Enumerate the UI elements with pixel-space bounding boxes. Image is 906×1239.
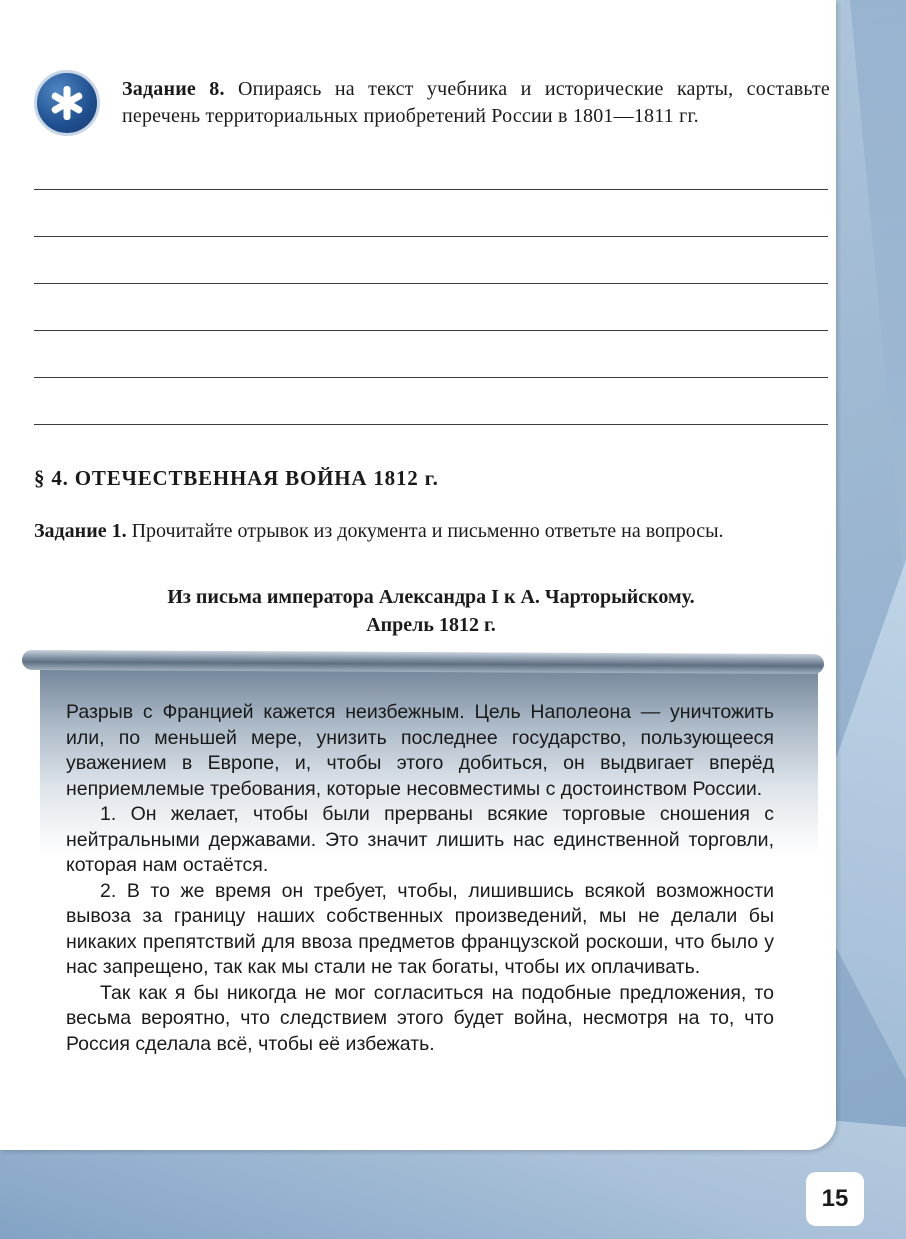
document-excerpt — [66, 700, 774, 1057]
excerpt-paragraph: 1. Он желает, чтобы были прерваны всякие торговые сношения с нейтральными державами. Это значит лишить нас единственной торговли, которая нам остаётся. — [66, 803, 774, 876]
answer-line[interactable] — [34, 236, 828, 237]
task-8-label: Задание 8. — [122, 78, 225, 100]
answer-line[interactable] — [34, 283, 828, 284]
document-title-line: Из письма императора Александра I к А. Чарторыйскому. — [167, 586, 695, 608]
document-date: Апрель 1812 г. — [366, 614, 496, 636]
task-1-body: Прочитайте отрывок из документа и письменно ответьте на вопросы. — [126, 520, 724, 542]
excerpt-paragraph: Так как я бы никогда не мог согласиться на подобные предложения, то весьма вероятно, что следствием этого будет война, несмотря на то, что Россия сделала всё, чтобы её избежать. — [66, 981, 774, 1055]
asterisk-icon — [34, 70, 100, 136]
document-title — [34, 583, 828, 639]
answer-line[interactable] — [34, 189, 828, 190]
task-8-body: Опираясь на текст учебника и исторические карты, составьте перечень территориальных приобретений России в 1801—1811 гг. — [122, 78, 830, 127]
excerpt-paragraph: 2. В то же время он требует, чтобы, лишившись всякой возможности вывоза за границу наших собственных произведений, мы не делали бы никаких препятствий для ввоза предметов французской роскоши, что было у нас запрещено, так как мы стали не так богаты, чтобы их оплачивать. — [66, 879, 774, 978]
section-title: § 4. ОТЕЧЕСТВЕННАЯ ВОЙНА 1812 г. — [34, 466, 439, 490]
answer-line[interactable] — [34, 330, 828, 331]
task-1-label: Задание 1. — [34, 520, 127, 542]
excerpt-paragraph: Разрыв с Францией кажется неизбежным. Цель Наполеона — уничтожить или, по меньшей мере, унизить последнее государство, пользующееся уважением в Европе, и, чтобы этого добиться, он выдвигает вперёд неприемлемые требования, которые несовместимы с достоинством России. — [66, 701, 774, 800]
answer-line[interactable] — [34, 377, 828, 378]
task-8-text — [122, 76, 830, 130]
task-1-text — [34, 518, 828, 544]
page-number: 15 — [806, 1172, 864, 1226]
scroll-rod — [22, 650, 824, 674]
background-facet — [826, 0, 906, 600]
answer-line[interactable] — [34, 424, 828, 425]
